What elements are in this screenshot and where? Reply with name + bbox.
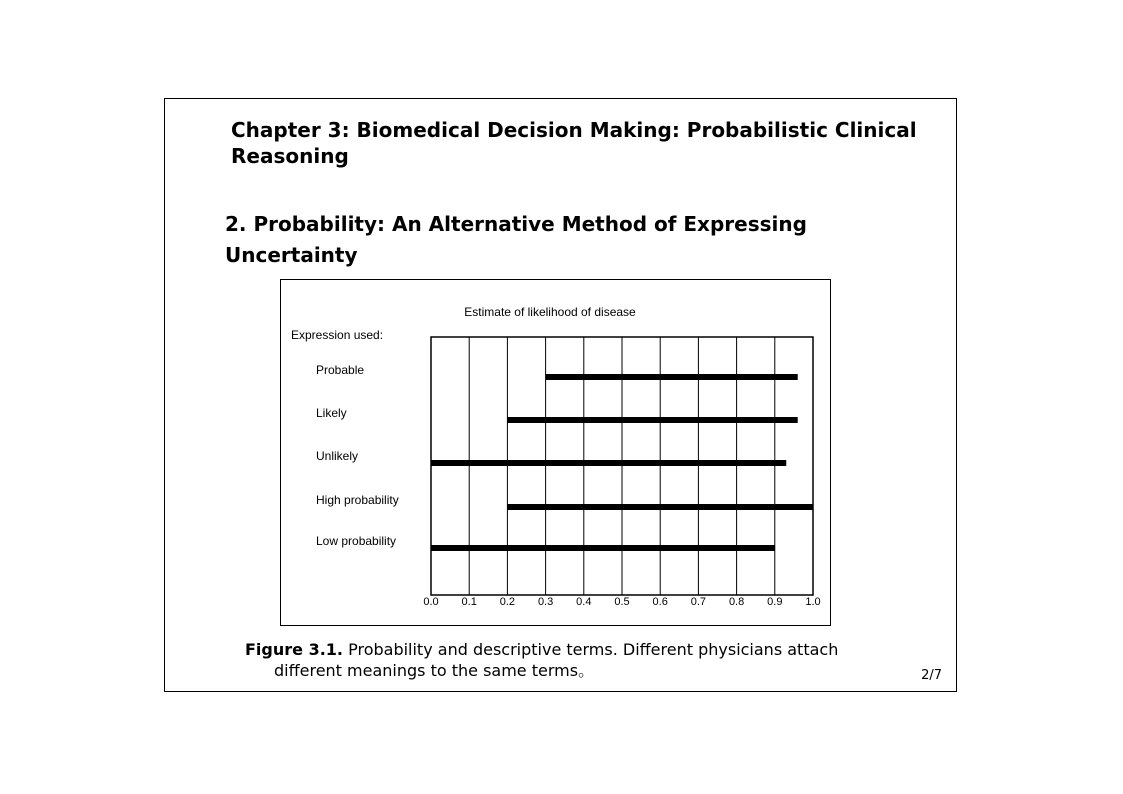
category-label: Probable xyxy=(316,363,365,377)
chart-title: Estimate of likelihood of disease xyxy=(464,305,636,319)
x-tick-label: 0.4 xyxy=(576,596,592,608)
chart-ylabel: Expression used: xyxy=(291,328,384,342)
slide xyxy=(164,98,957,692)
category-label: Unlikely xyxy=(316,449,359,463)
caption-text: Probability and descriptive terms. Different physicians attach different meanings to the same terms。 xyxy=(274,640,839,680)
x-tick-label: 0.6 xyxy=(652,596,668,608)
x-tick-label: 0.5 xyxy=(614,596,630,608)
page-indicator: 2/7 xyxy=(921,668,942,683)
figure-caption xyxy=(245,639,894,681)
chart-svg xyxy=(281,280,830,625)
figure-chart xyxy=(280,279,831,626)
x-tick-label: 0.8 xyxy=(728,596,745,608)
x-tick-label: 1.0 xyxy=(805,596,821,608)
category-label: Low probability xyxy=(316,534,397,548)
x-tick-label: 0.7 xyxy=(690,596,707,608)
chapter-title: Chapter 3: Biomedical Decision Making: Probabilistic Clinical Reasoning xyxy=(231,118,917,168)
x-tick-label: 0.1 xyxy=(461,596,477,608)
category-label: Likely xyxy=(316,406,347,420)
x-tick-label: 0.0 xyxy=(423,596,439,608)
x-tick-label: 0.3 xyxy=(537,596,554,608)
category-label: High probability xyxy=(316,493,399,507)
caption-label: Figure 3.1. xyxy=(245,640,343,659)
x-tick-label: 0.9 xyxy=(767,596,783,608)
section-title: 2. Probability: An Alternative Method of Expressing Uncertainty xyxy=(225,212,807,267)
x-tick-label: 0.2 xyxy=(499,596,516,608)
